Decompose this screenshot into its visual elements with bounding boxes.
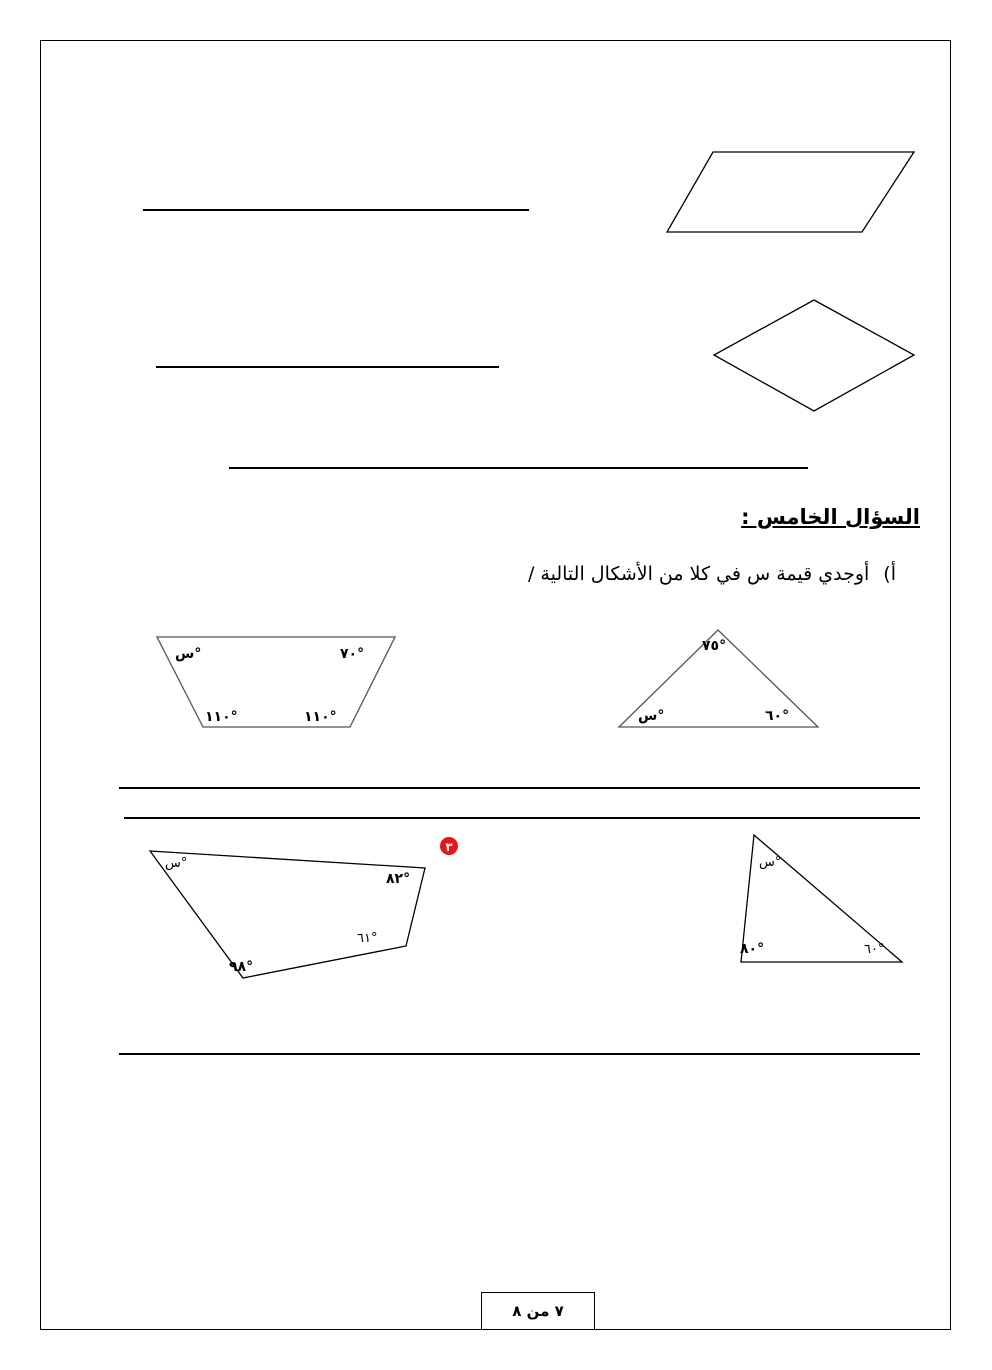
item-number: أ)	[883, 563, 896, 585]
question-instruction	[528, 563, 896, 585]
page-number-box	[481, 1292, 595, 1330]
triangle-2-angle-x: س°	[759, 855, 782, 870]
page-number: ٧ من ٨	[512, 1302, 564, 1320]
number-badge-label: ٣	[445, 840, 453, 854]
question-heading: السؤال الخامس :	[741, 505, 920, 529]
quadrilateral-angle-82: ٨٢°	[386, 871, 411, 887]
triangle-1-angle-x: س°	[638, 708, 665, 724]
quadrilateral-shape	[150, 851, 425, 978]
triangle-2-angle-80: ٨٠°	[740, 941, 765, 957]
quadrilateral-angle-x: س°	[165, 856, 188, 871]
instruction-text: أوجدي قيمة س في كلا من الأشكال التالية /	[527, 563, 870, 585]
trapezoid-angle-70: ٧٠°	[340, 646, 365, 662]
quadrilateral-angle-61: ٦١°	[357, 931, 378, 946]
quadrilateral-angle-98: ٩٨°	[229, 959, 254, 975]
parallelogram-shape	[667, 152, 914, 232]
triangle-2-angle-60: ٦٠°	[864, 942, 885, 957]
trapezoid-angle-110-left: ١١٠°	[205, 709, 238, 725]
trapezoid-angle-110-right: ١١٠°	[304, 709, 337, 725]
rhombus-shape	[714, 300, 914, 411]
triangle-1-angle-60: ٦٠°	[765, 708, 790, 724]
trapezoid-angle-x: س°	[175, 646, 202, 662]
triangle-1-angle-75: ٧٥°	[702, 638, 727, 654]
